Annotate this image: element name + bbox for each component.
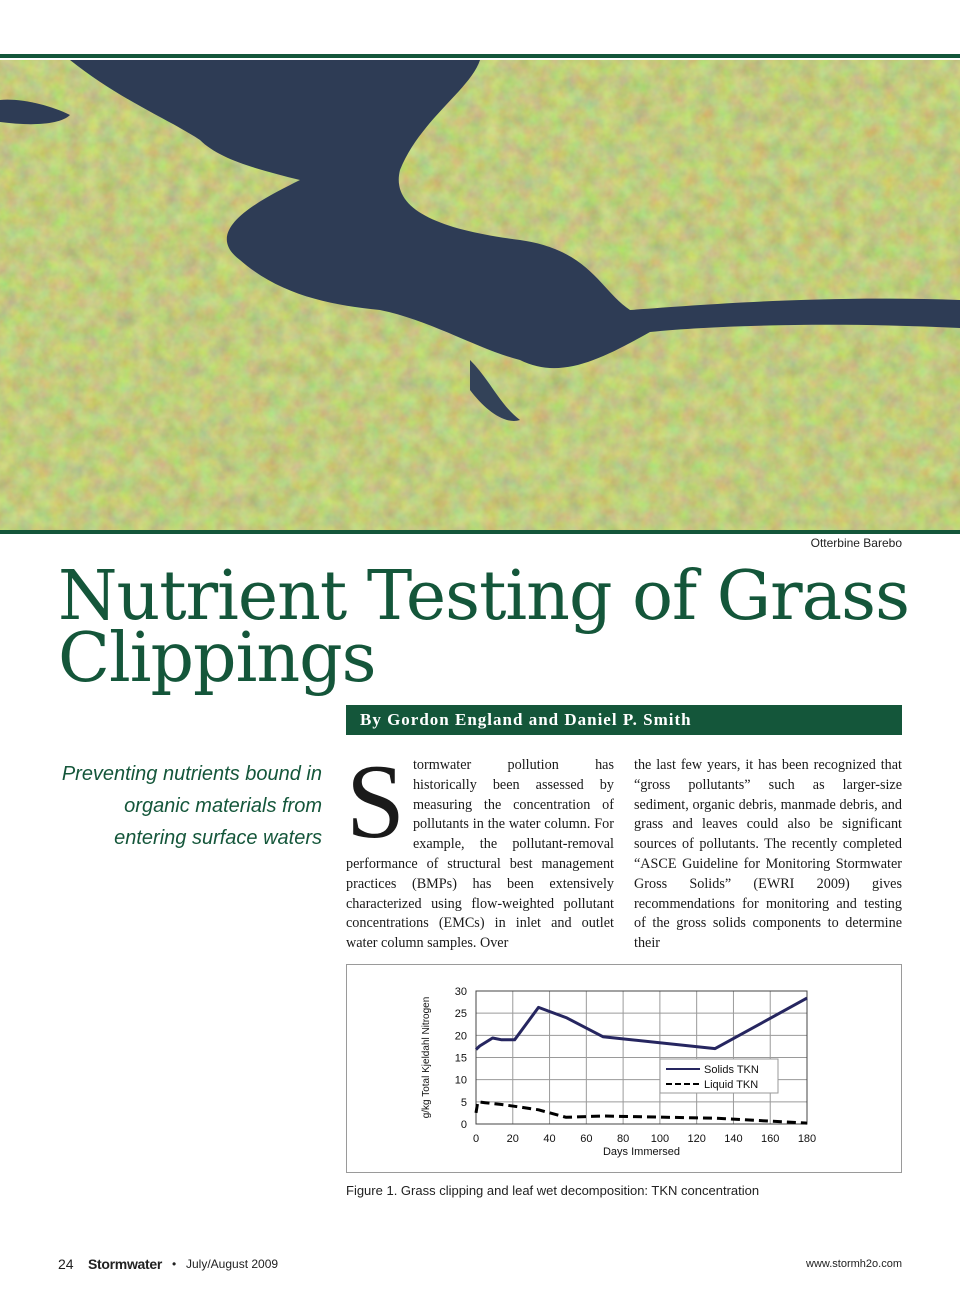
body-text-2: the last few years, it has been recognized that “gross pollutants” such as larger-size sediment, organic debris, manmade debris, and grass and leaves could also be significant sources of pollutants. The recently completed “ASCE Guideline for Monitoring Stormwater Gross Solids” (EWRI 2009) gives recommendations for monitoring and testing of the gross solids components to determine their: [634, 757, 902, 952]
y-tick-label: 25: [454, 1008, 467, 1021]
series-line-2: [476, 1102, 807, 1123]
body-column-1: [346, 743, 614, 954]
x-tick-label: 40: [543, 1133, 556, 1145]
algae-pond-photo: [0, 60, 960, 530]
y-tick-label: 30: [454, 986, 467, 998]
top-rule: [0, 54, 960, 58]
y-tick-label: 0: [460, 1119, 467, 1131]
x-tick-label: 140: [724, 1133, 743, 1145]
magazine-name: Stormwater: [88, 1256, 163, 1272]
article-title: Nutrient Testing of Grass Clippings: [58, 557, 909, 698]
series-line-1: [476, 998, 807, 1049]
y-tick-label: 10: [454, 1074, 467, 1087]
photo-bottom-rule: [0, 530, 960, 534]
x-tick-label: 160: [761, 1133, 780, 1145]
figure-caption: Figure 1. Grass clipping and leaf wet decomposition: TKN concentration: [346, 1183, 760, 1198]
figure-1: [346, 964, 902, 1173]
article-deck: Preventing nutrients bound in organic materials from entering surface waters: [61, 763, 322, 849]
x-tick-label: 20: [506, 1133, 519, 1145]
x-tick-label: 80: [616, 1133, 630, 1145]
issue-date: July/August 2009: [186, 1257, 279, 1271]
tkn-line-chart: [347, 965, 901, 1172]
body-column-2: [634, 756, 902, 954]
byline: By Gordon England and Daniel P. Smith: [346, 705, 902, 735]
footer-bullet: •: [172, 1257, 177, 1271]
legend-label-1: Solids TKN: [704, 1064, 759, 1076]
x-axis-label: Days Immersed: [602, 1146, 681, 1158]
y-tick-label: 15: [454, 1052, 467, 1065]
website-url: www.stormh2o.com: [806, 1258, 902, 1270]
x-tick-label: 0: [472, 1133, 480, 1145]
drop-cap: S: [346, 743, 405, 860]
x-tick-label: 180: [797, 1133, 817, 1145]
y-axis-label: g/kg Total Kjeldahl Nitrogen: [421, 996, 432, 1119]
x-tick-label: 100: [650, 1133, 670, 1145]
page-number: 24: [58, 1256, 74, 1272]
body-text-1: tormwater pollution has historically been assessed by measuring the concentration of pollutants in the water column. For example, the pollutant-removal performance of structural best management practices (BMPs) has been extensively characterized using flow-weighted pollutant concentrations (EMCs) in inlet and outlet water column samples. Over: [346, 757, 614, 952]
legend-label-2: Liquid TKN: [704, 1079, 759, 1091]
y-tick-label: 20: [454, 1030, 467, 1043]
x-tick-label: 60: [580, 1133, 593, 1145]
photo-credit: Otterbine Barebo: [810, 536, 902, 550]
y-tick-label: 5: [460, 1096, 467, 1109]
x-tick-label: 120: [687, 1133, 706, 1145]
